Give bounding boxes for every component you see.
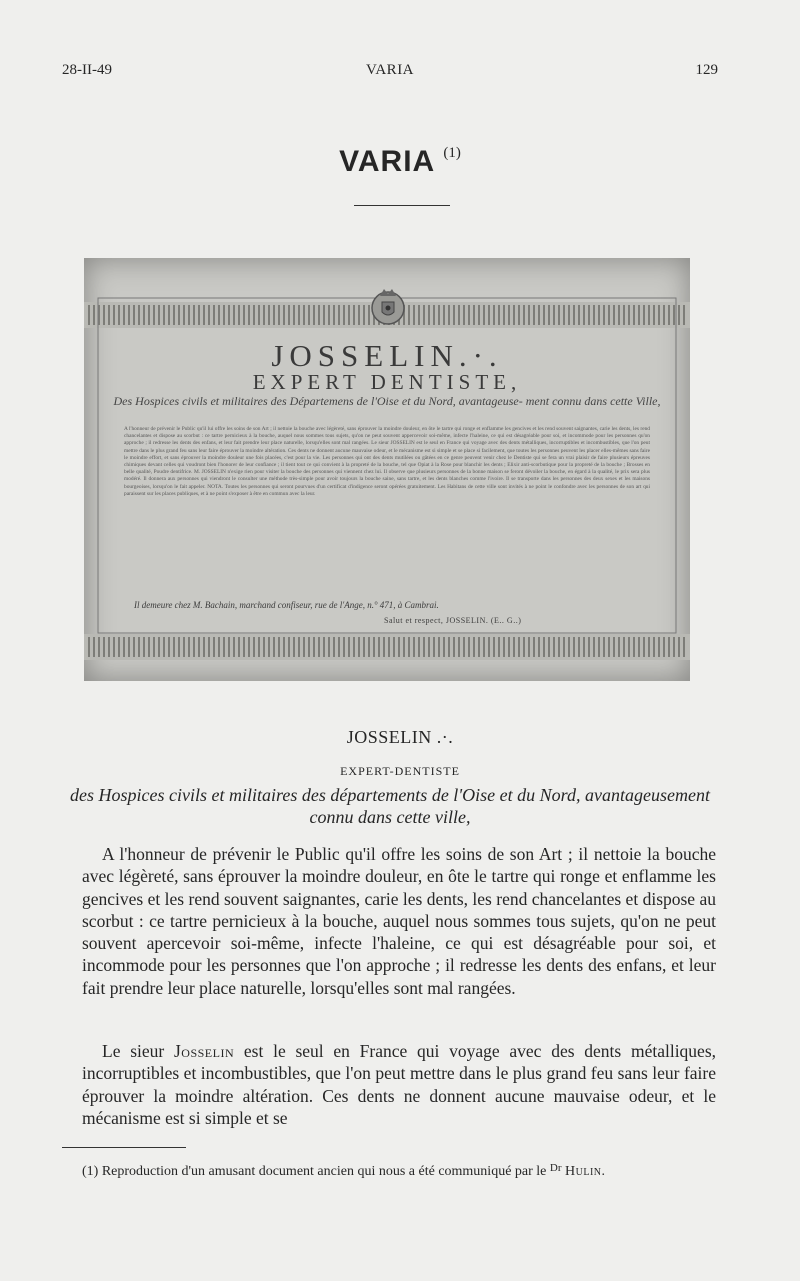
footnote-name: Hulin [565, 1164, 602, 1179]
page-title [0, 145, 800, 179]
p2-rest: est le seul en France qui voyage avec des dents métalliques, incorruptibles et incombustibles, que l'on peut mettre dans le plus grand feu sans leur faire éprouver la moindre altération. Ces dents ne donnent aucune mauvaise odeur, et le mécanisme est si simple et se [82, 1041, 717, 1128]
footnote-dr-text: Dr [549, 1162, 562, 1174]
plate-name-mark: .·. [458, 338, 503, 373]
footnote-text: (1) Reproduction d'un amusant document ancien qui nous a été communiqué par le [82, 1164, 547, 1179]
plate-name [84, 338, 690, 374]
page-number: 129 [695, 62, 718, 78]
title-text: VARIA [339, 145, 435, 178]
section-name: VARIA [365, 62, 415, 78]
footnote-ref: (1) [443, 145, 461, 161]
plate-name-text: JOSSELIN [271, 338, 459, 373]
p2-prefix: Le sieur [102, 1041, 165, 1061]
footnote-rule [62, 1147, 186, 1148]
transcription-name: JOSSELIN .·. [346, 727, 454, 747]
plate-body-text: A l'honneur de prévenir le Public qu'il lui offre les soins de son Art ; il nettoie la bouche avec légèreté, sans éprouver la moindre douleur, en ôte le tartre qui ronge et enflamme les gencives et les rend souvent saignantes, carie les dents, les rend chancelantes et dispose au scorbut : ce tartre pernicieux à la bouche, auquel nous sommes tous sujets, qu'on ne peut souvent appercevoir soi-même, infecte l'haleine, ce qui est désagréable pour soi, et incommode pour les personnes qu'on approche ; il redresse les dents des enfans, et leur fait prendre leur place naturelle, lorsqu'elles sont mal rangées. Le sieur JOSSELIN est le seul en France qui voyage avec des dents métalliques, incorruptibles et incombustibles, que l'on peut mettre dans le plus grand feu sans leur faire éprouver la moindre altération. Ces dents ne donnent aucune mauvaise odeur, et le mécanisme est si simple et se place si facilement, que toutes les personnes peuvent les placer elles-mêmes sans faire le moindre effort, et sans éprouver la moindre douleur une fois placées, c'est pour la vie. Les personnes qui ont des dents mutilées ou gâtées en ce genre peuvent venir chez le Dentiste qui se fera un vrai plaisir de faire plusieurs épreuves chimiques devant celles qui voudront bien l'honorer de leur confiance ; il tient tout ce qui convient à la propreté de la bouche, tel que Opiat à la Rose pour blanchir les dents ; Elixir anti-scorbutique pour la propreté de la bouche ; Brosses en belle qualité, Poudre dentifrice. M. JOSSELIN n'exige rien pour visiter la bouche des personnes qui viennent chez lui. Il observe que plusieurs personnes de la bonne maison se feront dévoiler la bouche, en égard à la qualité, le prix sera plus modéré. Il donnera aux personnes qui viendront le consulter une méthode très-simple pour avoir toujours la bouche saine, sans tartre, et les dents blanches comme l'ivoire. Il se transporte dans les personnes des deux sexes et les maisons bourgeoises, lorsqu'on le fait appeler. NOTA. Toutes les personnes qui seront pourvues d'un certificat d'indigence seront opérées gratuitement. Les Habitans de cette ville sont invités à ne point le confondre avec les personnes de son art qui paraissent sur les places publiques, et à ne point s'exposer à être en commun avec la leur. [124, 426, 650, 497]
plate-hospices: Des Hospices civils et militaires des Départemens de l'Oise et du Nord, avantageuse- ment connu dans cette Ville, [113, 394, 661, 408]
bottom-border [84, 634, 690, 660]
plate-expert: EXPERT DENTISTE, [252, 370, 522, 394]
issue-date: 28-II-49 [62, 62, 112, 78]
footnote-dr [550, 1164, 562, 1179]
footnote-end: . [601, 1164, 606, 1179]
advertisement-plate [84, 258, 690, 681]
transcription-hospices: des Hospices civils et militaires des départements de l'Oise et du Nord, avantageusement connu dans cette ville, [70, 785, 710, 827]
plate-address: Il demeure chez M. Bachain, marchand confiseur, rue de l'Ange, n.° 471, à Cambrai. [134, 600, 439, 610]
p2-name: Josselin [173, 1041, 235, 1061]
running-head [62, 62, 718, 86]
plate-signature: Salut et respect, JOSSELIN. (E.. G..) [384, 616, 522, 625]
footnote [82, 1158, 716, 1182]
coat-of-arms-icon [366, 284, 410, 328]
paragraph-2 [82, 1040, 716, 1129]
paragraph-1: A l'honneur de prévenir le Public qu'il offre les soins de son Art ; il nettoie la bouche avec légèreté, sans éprouver la moindre douleur, en ôte le tartre qui ronge et enflamme les gencives et les rend souvent saignantes, carie les dents, les rend chancelantes et dispose au scorbut : ce tartre pernicieux à la bouche, auquel nous sommes tous sujets, qu'on ne peut souvent apercevoir soi-même, infecte l'haleine, ce qui est désagréable pour soi, et incommode pour les personnes que l'on approche ; il redresse les dents des enfans, et leur fait prendre leur place naturelle, lorsqu'elles sont mal rangées. [82, 844, 716, 998]
title-rule [354, 205, 450, 206]
transcription-expert: EXPERT-DENTISTE [340, 764, 460, 778]
